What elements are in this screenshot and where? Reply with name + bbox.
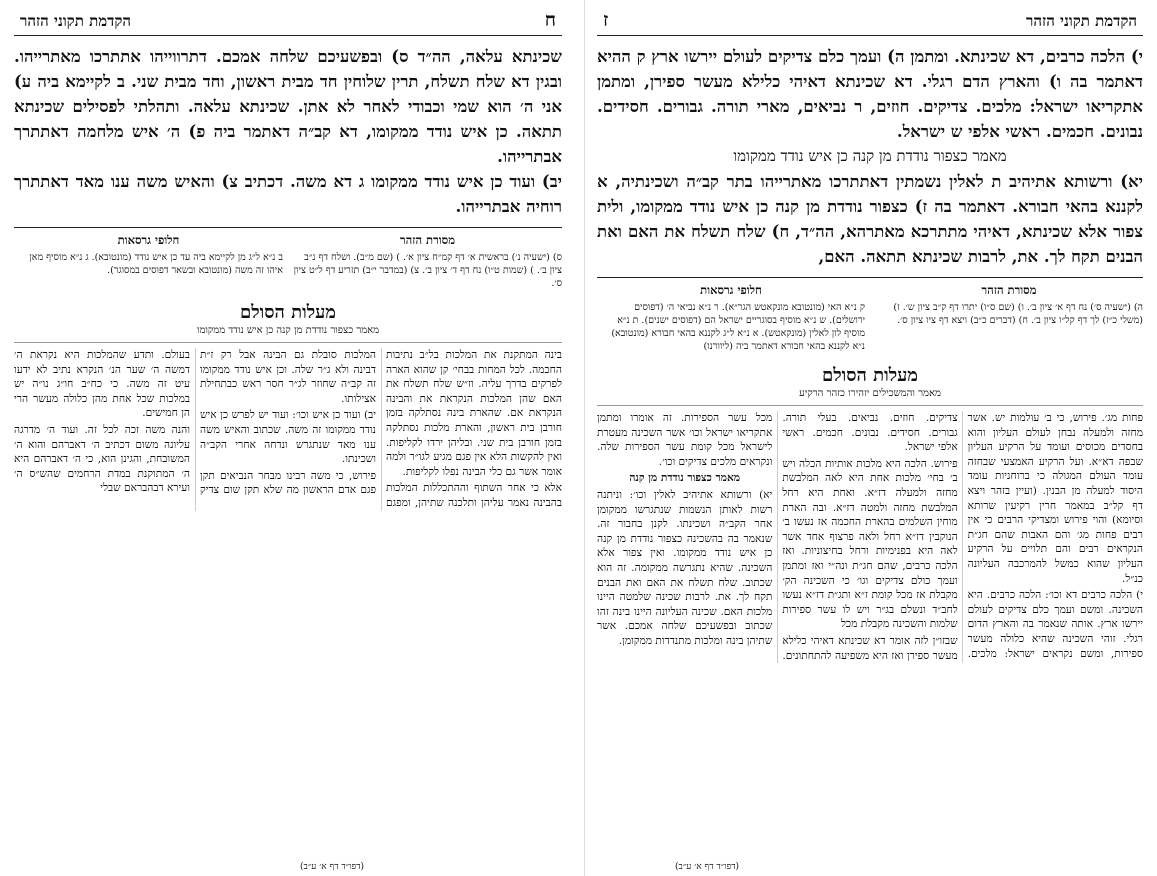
left-commentary [14, 342, 562, 511]
left-page [0, 0, 576, 876]
commentary-paragraph: בינה המתקנת את המלכות בל״ב נתיבות החכמה. לכל המחות בבחי׳ קן שהוא הארה לפרקים בדרך עליה. וז״ש שלח תשלח את האם שהן המלכות הנקראת את והבינה הנקראת אם. שהארת בינה נסתלקה בזמן חורבן בית ראשון, והארת מלכות נסתלקה בזמן חורבן בית שני. ובליהן ירדו לקליפות. ואין להקשות הלא אין פגם מגיע לגו״ר ולמה אומר אשר גם כלי הבינה נפלו לקליפות. [386, 349, 562, 478]
right-notes-variants-text: ק נ״א האי (מונטובא מונקאטש הגר״א). ר נ״א נביאי ה׳ (דפוסים ירושלים). ש נ״א מוסיף בסוגריים ישראל הם (דפוסים ישנים). ת נ״א מוסיף לון לאלין (מונקאטש). א נ״א ל״ג לקננא בהאי חבורא (מונטובא) נ״א לקננא בהאי חבורא דאתמר ביה (ליוורנו) [611, 302, 865, 352]
commentary-paragraph: יב) ועוד כן איש וכו׳: ועוד יש לפרש כן איש נודד ממקומו זה משה. שכתוב והאיש משה ענו מאד שנתגרש ונדחה אחרי הקב״ה ושכינתו. [200, 409, 376, 466]
commentary-paragraph: פירוש, כי משה רבינו מבחר הנביאים תקן פגם אדם הראשון מה שלא תקן שום צדיק בעולם. ותדע שהמלכות היא נקראת ה׳ דמשה ה׳ שער הנ׳ הנקרא נתיב לא ידעו עיט זה משה. כי כח״ב חו״ג נו״ה יש במלכות שכל אחת מהן כלולה מעשר הרי הן חמישים. [14, 349, 376, 497]
left-notes-variants-title: חלופי גרסאות [117, 233, 180, 247]
right-main-paragraph: יא) ורשותא אתיהיב ת לאלין נשמתין דאתתרכו מאתרייהו בתר קב״ה ושכינתיה, א לקננא בהאי חבורא. דאתמר בה ז) כצפור נודדת מן קנה כן איש נודד ממקומו, ולית צפור אלא שכינתא, דאיהי מתתרכא מאתרהא, הה״ד, ח) שלח תשלח את האם ואת הבנים תקח לך. את, לרבות שכינתא תתאה. האם, [597, 172, 1143, 266]
right-notes-variants [597, 284, 865, 353]
left-notes-variants-text: ב נ״א ל״ג מן לקיימא ביה עד כן איש נודד (מונטובא). ג נ״א מוסיף מאן איהו זה משה (מונטובא ובשאר דפוסים במסוגר). [29, 252, 283, 276]
right-notes-sources-title: מסורת הזהר [981, 283, 1037, 297]
commentary-paragraph: שבזו״ן לזה אומר דא שכינתא דאיהי כלילא מעשר ספירן ואז היא משפיעה להתחתונים. מכל עשר הספירות. זה אומרו ומתמן אתקריאו ישראל וכו׳ אשר השכינה מעטרת לישראל מכל קומת עשר הספירות שלה. ונקראים מלכים צדיקים וכו׳. [597, 412, 958, 662]
left-page-header [14, 6, 562, 36]
commentary-paragraph: י) הלכה כרבים דא וכו׳: הלכה כרבים. היא השכינה. ומשם ועמך כלם צדיקים לעולם יירשו ארץ. אותה שנאמר בה והארץ הדום רגלי. זוהי השכינה שהיא כלולה מעשר ספירות, ומשם נקראים ישראל: מלכים. צדיקים. חוזים. נביאים. בעלי תורה. גבורים. חסידים. נבונים. חכמים. ראשי אלפי ישראל. [782, 412, 1143, 660]
commentary-paragraph: יא) ורשותא אתיהיב לאלין וכו׳: וניתנה רשות לאותן הנשמות שנתגרשו ממקומן אחר הקב״ה ושכינתו. לקנן בחבור זה. שנאמר בה בהשכינה כצפור נודדת מן קנה כן איש נודד ממקומו. ואין צפור אלא השכינה. שהיא נתגרשה ממקומה. זה הוא שכתוב. שלח תשלח את האם ואת הבנים תקח לך. את. לרבות שכינה שלמטה היינו מלכות האם. שכינה העליונה היינו בינה זהו שכתוב ובפשעיכם שלחה אמכם. אשר שתיהן בינה ומלכות מתנדדות ממקומן. [597, 488, 773, 647]
right-page [584, 0, 1157, 876]
right-commentary [597, 405, 1143, 663]
right-commentary-subtitle: מאמר והמשכילים יזהירו כזהר הרקיע [799, 388, 941, 399]
left-commentary-subtitle: מאמר כצפור נודדת מן קנה כן איש נודד ממקומו [196, 325, 380, 336]
left-main-paragraph: שכינתא עלאה, הה״ד ס) ובפשעיכם שלחה אמכם. דתרווייהו אתתרכו מאתרייהו. ובגין דא שלח תשלח, תרין שלוחין חד מבית ראשון, וחד מבית שני. ב לקיימא ביה ע) אני ה׳ הוא שמי וכבודי לאחר לא אתן. שכינתא עלאה. ותהלתי לפסילים שכינתא תתאה. כן איש נודד ממקומו, דא קב״ה דאתמר ביה פ) ה׳ איש מלחמה דאתתרך אבתרייהו. [14, 47, 562, 166]
left-page-title: הקדמת תקוני הזהר [20, 12, 131, 30]
right-footer: (דפו״ד דף א׳ ע״ב) [675, 862, 740, 872]
left-notes-sources-title: מסורת הזהר [399, 233, 456, 247]
left-page-number: ח [544, 9, 556, 31]
right-main-text [597, 44, 1143, 269]
left-notes-sources [293, 234, 562, 290]
left-main-text [14, 44, 562, 219]
commentary-paragraph: פירוש. הלכה היא מלכות אותיות הכלה ויש ב׳ בחי׳ מלכות אחת היא לאה המלבשת מחזה ולמעלה דז״א. ואחת היא רחל המלבשת מחזה ולמטה דז״א. ובה הארת מוחין השלמים בהארת החכמה אז נעשו ב׳ הנוקבין דז״א רחל ולאה פרצוף אחד אשר לאה היא בפנימיות ורחל בחיצוניות. ואז הלכה כרבים, שהם חג״ת ונה״י ואז ומתמן ועמך כולם צדיקים וגו׳ כי השכינה הק׳ מקבלת אז מכל קומת ז״א ותג״ת דז״א נעשו לחב״ד ונשלם בג״ר ויש לו עשר ספירות שלמות והשכינה מקבלת מכל [782, 457, 958, 631]
right-page-number: ז [603, 9, 609, 31]
commentary-section-heading: מאמר כצפור נודדת מן קנה [629, 472, 741, 485]
right-notes-variants-title: חלופי גרסאות [700, 283, 762, 297]
right-notes-sources [875, 284, 1143, 353]
right-notes-sources-text: ה) (ישעיה ס׳) נח דף א׳ ציון ב׳. ו) (שם ס״ו) יתרו דף ק״ב ציון ש׳. ז) (משלי כ״ז) לך דף קל״ו ציון ב׳. ח) (דברים כ״ב) ויצא דף ציו ציון ס׳. [893, 302, 1143, 326]
left-commentary-title: מעלות הסולם [240, 302, 336, 323]
left-notes [14, 227, 562, 290]
commentary-paragraph: אלא כי אחר השתוף וההתכללות המלכות בהבינה נאמר עליהן ותלכנה שתיהן, ומפגם המלכות סובלת גם הבינה אבל רק ז״ת דבינה ולא ג״ר שלה. וכן איש נודד ממקומו זה קב״ה שחוזר לג״ר חסר ראש כבתחילת אצילותו. [200, 349, 562, 509]
right-page-header [597, 6, 1143, 36]
right-commentary-title: מעלות הסולם [822, 365, 918, 386]
right-main-paragraph: י) הלכה כרבים, דא שכינתא. ומתמן ה) ועמך כלם צדיקים לעולם יירשו ארץ ק ההיא דאתמר בה ו) והארץ הדם רגלי. דא שכינתא דאיהי כלילא מעשר ספירן, ומתמן אתקריאו ישראל: מלכים. צדיקים. חוזים, ר נביאים, מארי תורה. גבורים. חסידים. נבונים. חכמים. ראשי אלפי ש ישראל. [597, 47, 1143, 141]
right-page-title: הקדמת תקוני הזהר [1026, 12, 1137, 30]
right-notes [597, 277, 1143, 353]
right-section-title: מאמר כצפור נודדת מן קנה כן איש נודד ממקומו [733, 147, 1007, 165]
left-notes-variants [14, 234, 283, 290]
commentary-paragraph: והנה משה זכה לכל זה. ועוד ה׳ מדרגה עליונה משום דכתיב ה׳ דאברהם והוא ה׳ המשובחת, והגינן הוא, כי ה׳ דאברהם היא ה׳ המתוקנת במדת הרחמים שהש״ס ה׳ ועירא דבהבראם שבלי [14, 423, 190, 495]
left-notes-sources-text: ס) (ישעיה נ׳) בראשית א׳ דף קמ״ח ציון א׳. ) (שם מ״ב). ושלח דף נ״ב ציון ב׳. ) (שמות ט״ו) נח דף ד׳ ציון ב׳. צ) (במדבר י״ב) תזריע דף ל״ט ציון ס׳. [293, 252, 562, 289]
left-main-paragraph: יב) ועוד כן איש נודד ממקומו ג דא משה. דכתיב צ) והאיש משה ענו מאד דאתתרך רוחיה אבתרייהו. [14, 172, 562, 216]
commentary-paragraph: פחות מג׳. פירוש, כי ב׳ עולמות יש. אשר מחזה ולמעלה נבחן לעולם העליון והוא בחסדים מכוסים ועומד על הרקיע העליון שבפה דא״א. ועל הרקיע האמצעי שבחזה עומד העולם המגולה כי ברוחניות עומד היסוד למעלה מן הבנין. (ועיין בזהר ויצא דף קל״ב במאמר חרין רקיעין שרותא וסיומא) והוי פירוש ומצדיקי הרבים כי אין רבים פחות מג׳ והם האבות שהם חג״ת הנקראים רבים והם תלויים על הרקיע העליון שהוא כמשל להמרכבה העליונה כנ״ל. [967, 412, 1143, 585]
left-footer: (דפו״ד דף א׳ ע״ב) [300, 862, 365, 872]
